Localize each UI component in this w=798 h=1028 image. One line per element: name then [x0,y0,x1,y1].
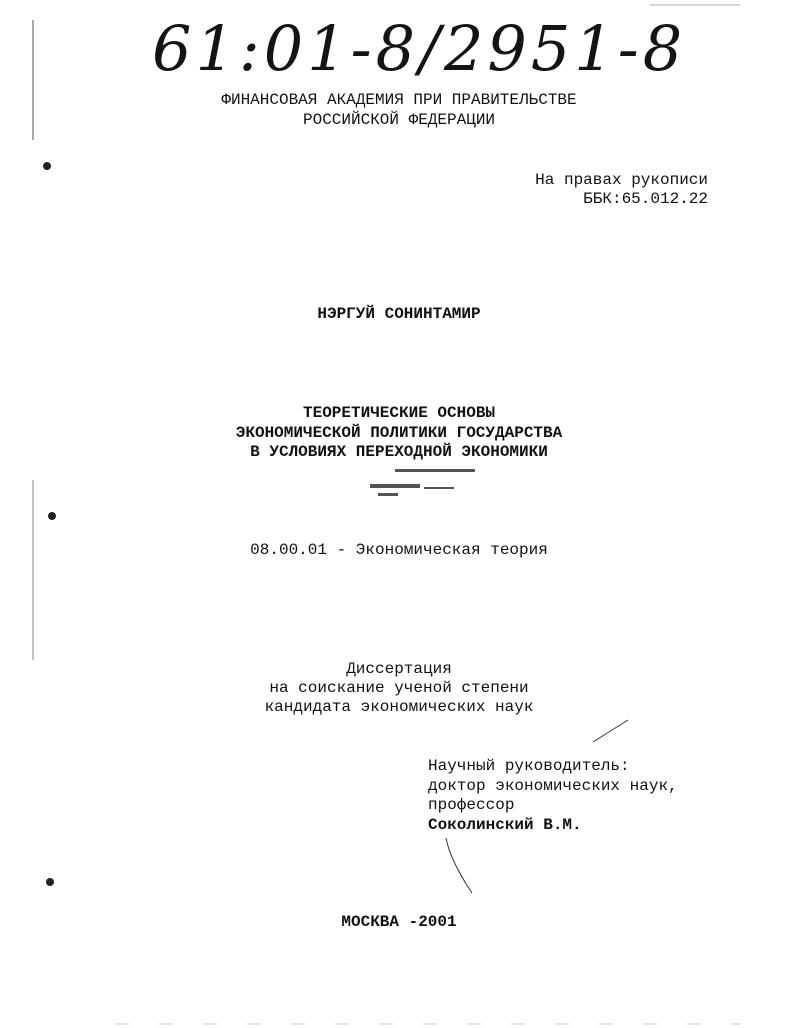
rights-line-1: На правах рукописи [535,171,708,189]
pen-stroke-1 [593,720,628,742]
header-line-1: ФИНАНСОВАЯ АКАДЕМИЯ ПРИ ПРАВИТЕЛЬСТВЕ [221,91,577,109]
supervisor-line-1: Научный руководитель: [428,757,630,775]
city-year: МОСКВА -2001 [341,913,457,931]
degree-line-3: кандидата экономических наук [264,698,534,716]
smudge-mark [370,469,475,496]
pen-stroke-2 [446,838,472,893]
author-name: НЭРГУЙ СОНИНТАМИР [317,305,481,323]
degree-line-1: Диссертация [346,660,452,678]
supervisor-line-3: профессор [428,796,515,814]
dot-mark-3 [46,878,54,886]
degree-line-2: на соискание ученой степени [269,679,529,697]
bbk-code: ББК:65.012.22 [583,190,708,208]
header-line-2: РОССИЙСКОЙ ФЕДЕРАЦИИ [302,111,496,129]
title-line-2: ЭКОНОМИЧЕСКОЙ ПОЛИТИКИ ГОСУДАРСТВА [235,424,563,442]
supervisor-line-2: доктор экономических наук, [428,777,678,795]
supervisor-name: Соколинский В.М. [428,816,582,834]
dot-mark-2 [48,512,56,520]
dot-mark-1 [43,162,51,170]
title-line-3: В УСЛОВИЯХ ПЕРЕХОДНОЙ ЭКОНОМИКИ [250,443,548,461]
title-line-1: ТЕОРЕТИЧЕСКИЕ ОСНОВЫ [302,404,496,422]
handwritten-number-text: 61:01-8/2951-8 [152,12,687,85]
specialty-code: 08.00.01 - Экономическая теория [250,541,548,559]
